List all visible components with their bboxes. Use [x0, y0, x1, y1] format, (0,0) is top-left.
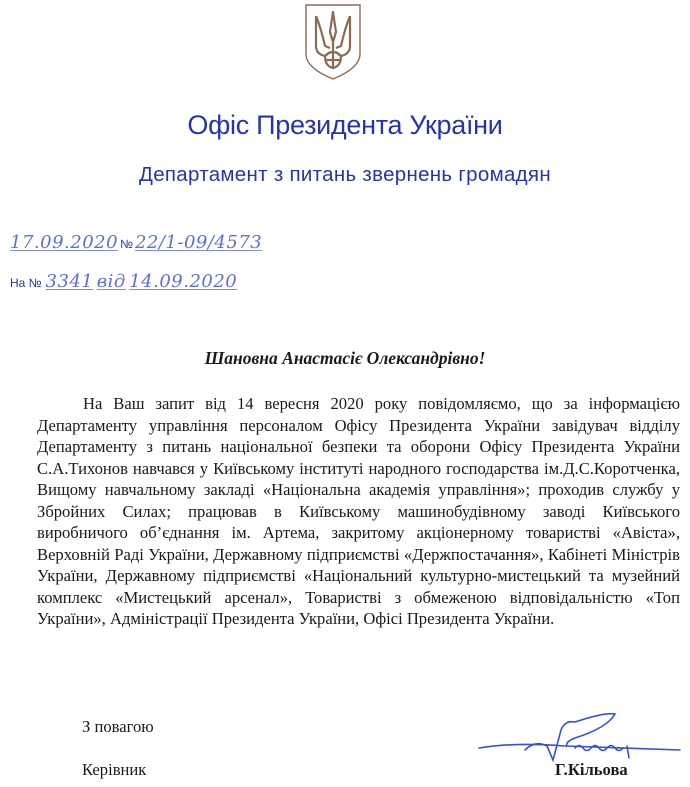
signer-name: Г.Кільова [555, 760, 628, 779]
number-label: № [120, 237, 133, 251]
reply-to-date: 14.09.2020 [129, 271, 238, 292]
letter-body: На Ваш запит від 14 вересня 2020 року повідомляємо, що за інформацією Департаменту управління персоналом Офісу Президента України завідувач відділу Департаменту з питань національної безпеки та оборони Офісу Президента України С.А.Тихонов навчався у Київському інституті народного господарства ім.Д.С.Коротченка, Вищому навчальному закладі «Національна академія управління»; проходив службу у Збройних Силах; працював в Київському машинобудівному заводі Київського виробничого об’єднання ім. Артема, закритому акціонерному товаристві «Авіста», Верховній Раді України, Державному підприємстві «Держпостачання», Кабінеті Міністрів України, Державному підприємстві «Національний культурно-мистецький та музейний комплекс «Мистецький арсенал», Товаристві з обмеженою відповідальністю «Топ України», Адміністрації Президента України, Офісі Президента України. [37, 394, 680, 628]
closing: З повагою [82, 717, 154, 736]
outgoing-number: 22/1-09/4573 [134, 232, 263, 253]
salutation: Шановна Анастасіє Олександрівно! [204, 348, 486, 368]
handwritten-signature-icon [475, 708, 685, 768]
reply-to-label: На № [10, 276, 42, 290]
outgoing-date: 17.09.2020 [10, 232, 119, 253]
coat-of-arms-icon [303, 2, 363, 82]
signer-position: Керівник [82, 760, 147, 779]
department-title: Департамент з питань звернень громадян [139, 163, 551, 186]
organization-title: Офіс Президента України [187, 110, 503, 140]
reply-to-from: від [96, 271, 126, 292]
reply-registration [10, 271, 237, 292]
reply-to-number: 3341 [45, 271, 94, 292]
outgoing-registration [10, 232, 262, 253]
